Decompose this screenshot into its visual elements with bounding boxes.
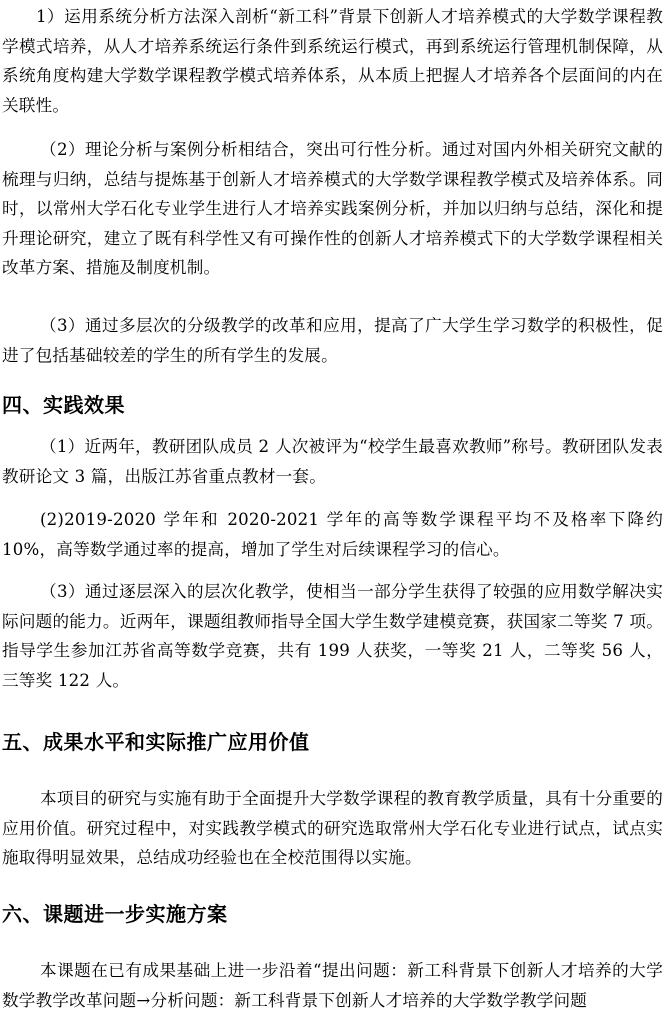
paragraph-competition-results: （3）通过逐层深入的层次化教学，使相当一部分学生获得了较强的应用数学解决实际问题的能力。近两年，课题组教师指导全国大学生数学建模竞赛，获国家二等奖 7 项。指导学生参加江苏省高等数学竞赛，共有 199 人获奖，一等奖 21 人，二等奖 56 人，三等奖 122 人。 [2, 582, 663, 690]
paragraph-theory-case-analysis: （2）理论分析与案例分析相结合，突出可行性分析。通过对国内外相关研究文献的梳理与归纳，总结与提炼基于创新人才培养模式的大学数学课程教学模式及培养体系。同时，以常州大学石化专业学生进行人才培养实践案例分析，并加以归纳与总结，深化和提升理论研究，建立了既有科学性又有可操作性的创新人才培养模式下的大学数学课程相关改革方案、措施及制度机制。 [2, 140, 663, 278]
paragraph-pass-rate: (2)2019-2020 学年和 2020-2021 学年的高等数学课程平均不及格率下降约 10%，高等数学通过率的提高，增加了学生对后续课程学习的信心。 [2, 510, 663, 559]
paragraph-further-plan: 本课题在已有成果基础上进一步沿着“提出问题：新工科背景下创新人才培养的大学数学教学改革问题→分析问题：新工科背景下创新人才培养的大学数学教学问题 [2, 961, 663, 1010]
paragraph-team-awards: （1）近两年，教研团队成员 2 人次被评为“校学生最喜欢教师”称号。教研团队发表教研论文 3 篇，出版江苏省重点教材一套。 [2, 437, 663, 486]
paragraph-tiered-teaching: （3）通过多层次的分级教学的改革和应用，提高了广大学生学习数学的积极性，促进了包括基础较差的学生的所有学生的发展。 [2, 316, 663, 365]
paragraph-application-value: 本项目的研究与实施有助于全面提升大学数学课程的教育教学质量，具有十分重要的应用价值。研究过程中，对实践教学模式的研究选取常州大学石化专业进行试点，试点实施取得明显效果，总结成功经验也在全校范围得以实施。 [2, 789, 663, 868]
paragraph-systems-analysis: 1）运用系统分析方法深入剖析“新工科”背景下创新人才培养模式的大学数学课程教学模式培养，从人才培养系统运行条件到系统运行模式，再到系统运行管理机制保障，从系统角度构建大学数学课程教学模式培养体系，从本质上把握人才培养各个层面间的内在关联性。 [2, 7, 663, 115]
section-heading-further-plan: 六、课题进一步实施方案 [2, 902, 228, 926]
section-heading-practice-results: 四、实践效果 [2, 393, 125, 417]
section-heading-application-value: 五、成果水平和实际推广应用价值 [2, 730, 310, 754]
